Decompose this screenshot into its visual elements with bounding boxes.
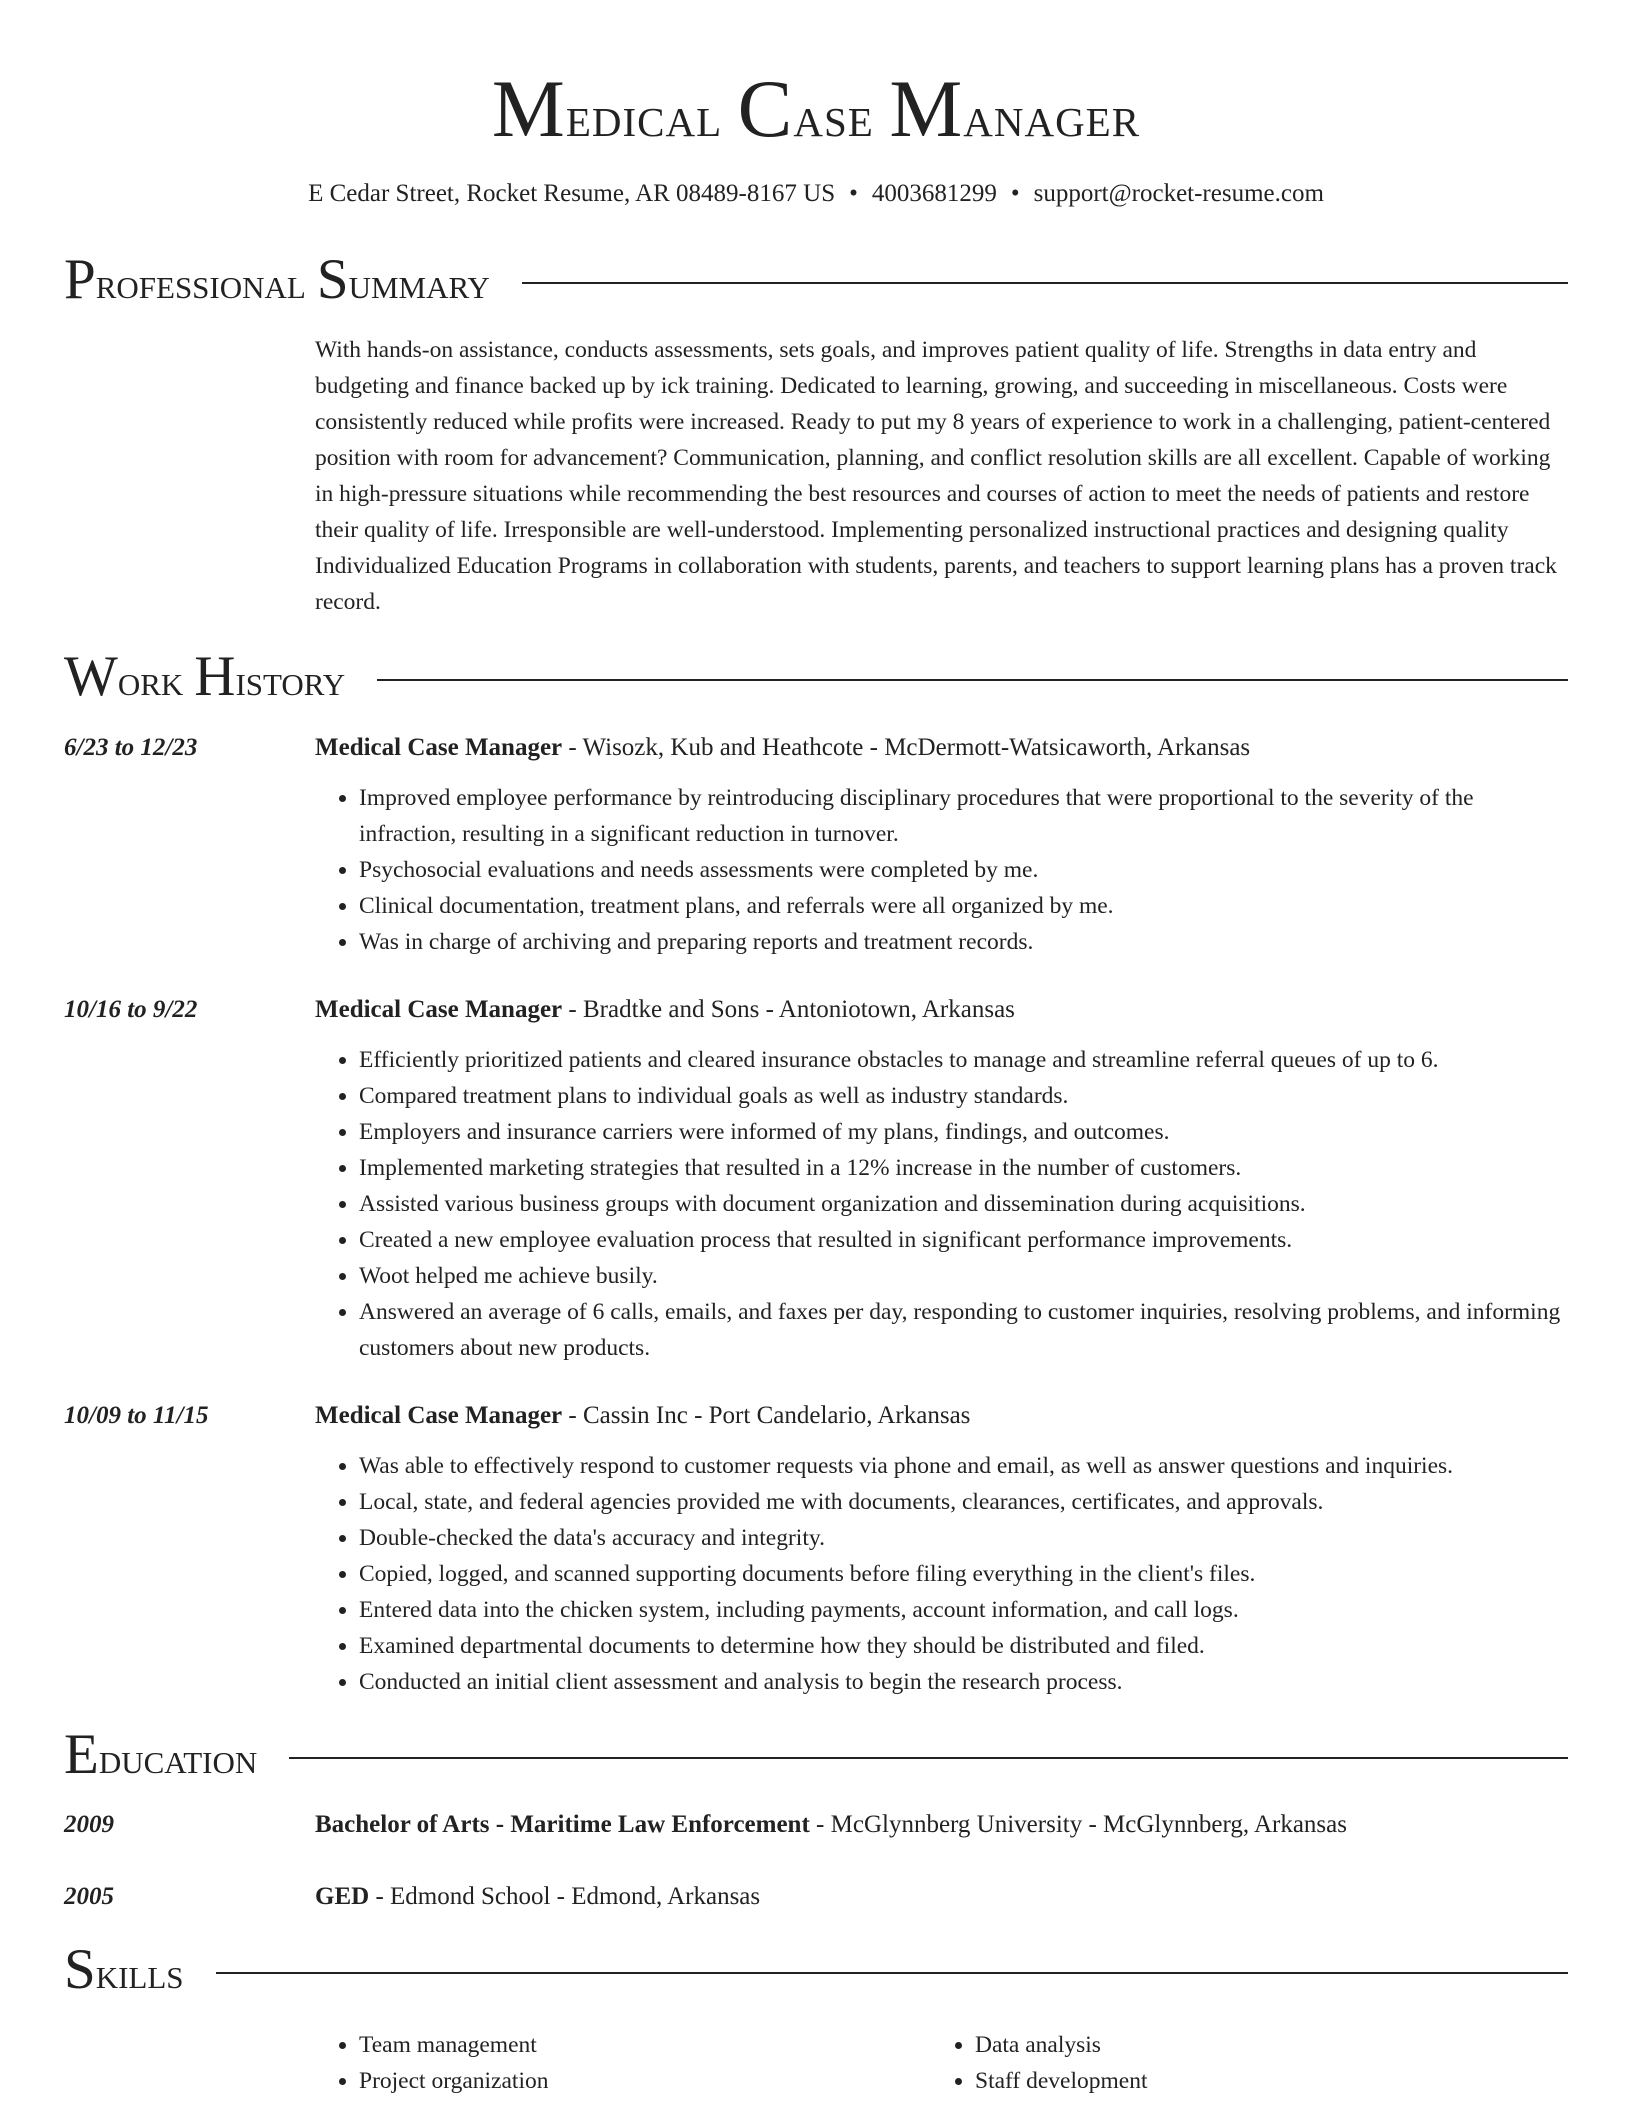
list-item: • Efficiently prioritized patients and cleared insurance obstacles to manage and streamline referral queues of up to 6.: [359, 1042, 1568, 1078]
skill-item: • Project organization: [359, 2063, 931, 2099]
job-title: Medical Case Manager: [315, 1401, 563, 1429]
job-bullets: [315, 1042, 1568, 1366]
list-item: • Woot helped me achieve busily.: [359, 1258, 1568, 1294]
section-heading-summary: Professional Summary: [64, 247, 1568, 313]
job-employer: - Cassin Inc - Port Candelario, Arkansas: [562, 1401, 971, 1429]
list-item: • Entered data into the chicken system, including payments, account information, and call logs.: [359, 1592, 1568, 1628]
list-item: • Conducted an initial client assessment and analysis to begin the research process.: [359, 1664, 1568, 1700]
contact-address: E Cedar Street, Rocket Resume, AR 08489-8167 US: [308, 180, 836, 208]
job-employer: - Bradtke and Sons - Antoniotown, Arkansas: [562, 995, 1015, 1023]
job-dates: 10/16 to 9/22: [64, 995, 198, 1023]
job-entry: [64, 992, 1568, 1366]
education-entry: [64, 1879, 1568, 1915]
skill-item: • Data analysis: [975, 2027, 1547, 2063]
resume-page: [64, 0, 1568, 2099]
list-item: • Local, state, and federal agencies provided me with documents, clearances, certificates, and approvals.: [359, 1484, 1568, 1520]
skills-column-right: [931, 2027, 1547, 2099]
contact-separator: •: [849, 180, 858, 208]
job-bullets: [315, 1448, 1568, 1700]
summary-text: With hands-on assistance, conducts assessments, sets goals, and improves patient quality of life. Strengths in data entry and budgeting and finance backed up by ick training. Dedicated to learning, growing, and succeeding in miscellaneous. Costs were consistently reduced while profits were increased. Ready to put my 8 years of experience to work in a challenging, patient-centered position with room for advancement? Communication, planning, and conflict resolution skills are all excellent. Capable of working in high-pressure situations while recommending the best resources and courses of action to meet the needs of patients and restore their quality of life. Irresponsible are well-understood. Implementing personalized instructional practices and designing quality Individualized Education Programs in collaboration with students, parents, and teachers to support learning plans has a proven track record.: [315, 337, 1557, 616]
resume-name: Medical Case Manager: [491, 63, 1141, 154]
contact-separator: •: [1010, 180, 1020, 208]
education-degree: GED: [315, 1883, 370, 1911]
contact-email: support@rocket-resume.com: [1033, 180, 1324, 208]
list-item: • Assisted various business groups with document organization and dissemination during acquisitions.: [359, 1186, 1568, 1222]
contact-phone: 4003681299: [871, 180, 997, 208]
list-item: • Implemented marketing strategies that resulted in a 12% increase in the number of customers.: [359, 1150, 1568, 1186]
list-item: • Was able to effectively respond to customer requests via phone and email, as well as answer questions and inquiries.: [359, 1448, 1568, 1484]
contact-line: [64, 178, 1568, 211]
section-divider: [216, 1972, 1568, 1974]
job-employer: - Wisozk, Kub and Heathcote - McDermott-Watsicaworth, Arkansas: [562, 733, 1251, 761]
list-item: • Compared treatment plans to individual goals as well as industry standards.: [359, 1078, 1568, 1114]
education-year: 2005: [64, 1883, 114, 1911]
skills-column-left: [315, 2027, 931, 2099]
skill-item: • Staff development: [975, 2063, 1547, 2099]
education-degree: Bachelor of Arts - Maritime Law Enforcement: [315, 1811, 810, 1839]
list-item: • Clinical documentation, treatment plans, and referrals were all organized by me.: [359, 888, 1568, 924]
job-dates: 10/09 to 11/15: [64, 1401, 209, 1429]
skill-item: • Team management: [359, 2027, 931, 2063]
list-item: • Improved employee performance by reintroducing disciplinary procedures that were proportional to the severity of the infraction, resulting in a significant reduction in turnover.: [359, 780, 1568, 852]
list-item: • Was in charge of archiving and preparing reports and treatment records.: [359, 924, 1568, 960]
job-heading: [315, 992, 1568, 1028]
section-divider: [377, 679, 1568, 681]
job-bullets: [315, 780, 1568, 960]
education-school: - McGlynnberg University - McGlynnberg, Arkansas: [809, 1811, 1347, 1839]
section-divider: [289, 1757, 1568, 1759]
list-item: • Double-checked the data's accuracy and integrity.: [359, 1520, 1568, 1556]
job-entry: [64, 1398, 1568, 1700]
job-dates: 6/23 to 12/23: [64, 733, 198, 761]
education-entry: [64, 1807, 1568, 1843]
job-title: Medical Case Manager: [315, 733, 563, 761]
education-school: - Edmond School - Edmond, Arkansas: [369, 1883, 761, 1911]
list-item: • Employers and insurance carriers were informed of my plans, findings, and outcomes.: [359, 1114, 1568, 1150]
job-title: Medical Case Manager: [315, 995, 563, 1023]
section-heading-skills: Skills: [64, 1937, 1568, 2003]
list-item: • Created a new employee evaluation process that resulted in significant performance improvements.: [359, 1222, 1568, 1258]
list-item: • Psychosocial evaluations and needs assessments were completed by me.: [359, 852, 1568, 888]
section-heading-work-history: Work History: [64, 644, 1568, 710]
job-heading: [315, 1398, 1568, 1434]
job-entry: [64, 730, 1568, 960]
education-year: 2009: [64, 1811, 114, 1839]
job-heading: [315, 730, 1568, 766]
section-heading-education: Education: [64, 1722, 1568, 1788]
list-item: • Answered an average of 6 calls, emails, and faxes per day, responding to customer inquiries, resolving problems, and informing customers about new products.: [359, 1294, 1568, 1366]
list-item: • Copied, logged, and scanned supporting documents before filing everything in the client's files.: [359, 1556, 1568, 1592]
skills-list: [315, 2027, 1568, 2099]
list-item: • Examined departmental documents to determine how they should be distributed and filed.: [359, 1628, 1568, 1664]
section-divider: [522, 282, 1568, 284]
